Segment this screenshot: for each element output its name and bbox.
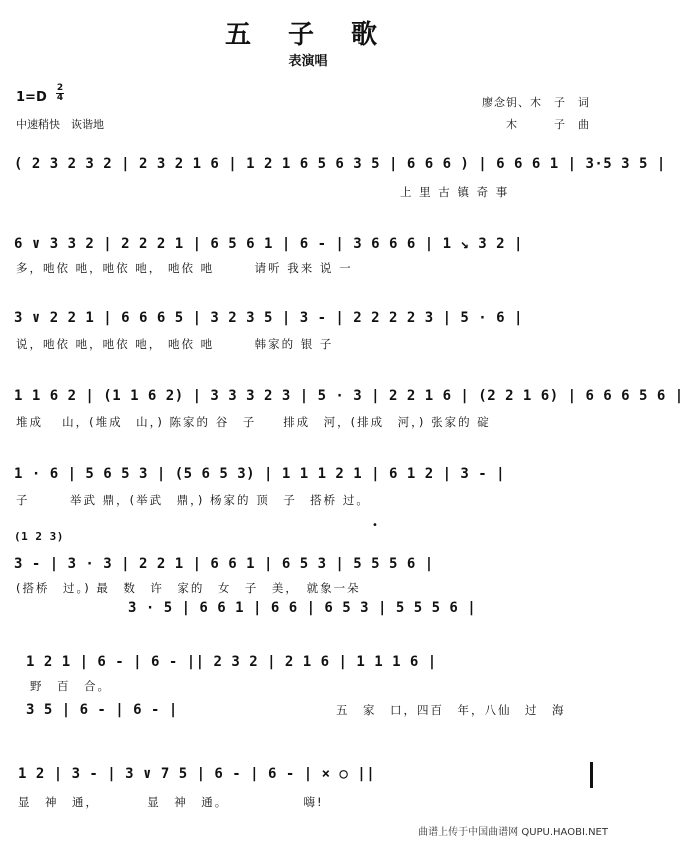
time-signature	[56, 84, 64, 103]
lyrics-row-6: (搭桥 过。) 最 数 许 家的 女 子 美， 就象一朵	[16, 581, 361, 595]
notation-row-5: 1 · 6 | 5 6 5 3 | (5 6 5 3) | 1 1 1 2 1 | 6 1 2 | 3 - |	[14, 466, 506, 482]
song-subtitle: 表演唱	[288, 54, 328, 69]
lyrics-row-8: 显 神 通， 显 神 通。 嗨!	[18, 795, 324, 809]
meter-bottom: 4	[56, 93, 64, 103]
notation-row-6-main: 3 - | 3 · 3 | 2 2 1 | 6 6 1 | 6 5 3 | 5 5 5 6 |	[14, 556, 434, 572]
final-barline	[590, 762, 593, 788]
notation-row-4: 1 1 6 2 | (1 1 6 2) | 3 3 3 2 3 | 5 · 3 | 2 2 1 6 | (2 2 1 6) | 6 6 6 5 6 |	[14, 388, 684, 404]
song-title: 五 子 歌	[224, 20, 392, 50]
notation-row-6-lower: 3 · 5 | 6 6 1 | 6 6 | 6 5 3 | 5 5 5 6 |	[128, 600, 477, 616]
lyrics-row-7-lower: 五 家 口，四百 年，八仙 过 海	[336, 703, 566, 717]
lyrics-row-4: 堆成 山，(堆成 山，) 陈家的 谷 子 排成 河，(排成 河，) 张家的 碇	[16, 415, 491, 429]
lyrics-row-3: 说，吔依 吔，吔依 吔， 吔依 吔 韩家的 银 子	[16, 337, 334, 351]
lyricist-credit: 廖念钥、木 子 词	[482, 96, 590, 109]
notation-row-7-lower: 3 5 | 6 - | 6 - |	[26, 702, 178, 718]
notation-row-1: ( 2 3 2 3 2 | 2 3 2 1 6 | 1 2 1 6 5 6 3 5 | 6 6 6 ) | 6 6 6 1 | 3·5 3 5 |	[14, 156, 666, 172]
notation-row-2: 6 ∨ 3 3 2 | 2 2 2 1 | 6 5 6 1 | 6 - | 3 6 6 6 | 1 ↘ 3 2 |	[14, 236, 523, 252]
watermark-footer: 曲谱上传于中国曲谱网 QUPU.HAOBI.NET	[418, 827, 608, 838]
tempo-marking: 中速稍快 诙谐地	[16, 118, 104, 131]
lyrics-row-2: 多，吔依 吔，吔依 吔， 吔依 吔 请听 我来 说 一	[16, 261, 353, 275]
lyrics-row-5: 子 举武 鼎，(举武 鼎，) 杨家的 顶 子 搭桥 过。	[16, 493, 370, 507]
composer-credit: 木 子 曲	[506, 118, 590, 131]
key-signature: 1=D	[16, 90, 47, 105]
meter-top: 2	[56, 83, 64, 93]
notation-row-7-upper: 1 2 1 | 6 - | 6 - || 2 3 2 | 2 1 6 | 1 1 1 6 |	[26, 654, 437, 670]
notation-row-3: 3 ∨ 2 2 1 | 6 6 6 5 | 3 2 3 5 | 3 - | 2 2 2 2 3 | 5 · 6 |	[14, 310, 523, 326]
notation-row-8: 1 2 | 3 - | 3 ∨ 7 5 | 6 - | 6 - | × ○ ||	[18, 766, 376, 782]
notation-row-6-upper: (1 2 3)	[14, 530, 64, 543]
ornament-dot: •	[372, 520, 378, 531]
lyrics-row-7-upper: 野 百 合。	[30, 679, 111, 693]
lyrics-row-1: 上 里 古 镇 奇 事	[400, 185, 510, 199]
